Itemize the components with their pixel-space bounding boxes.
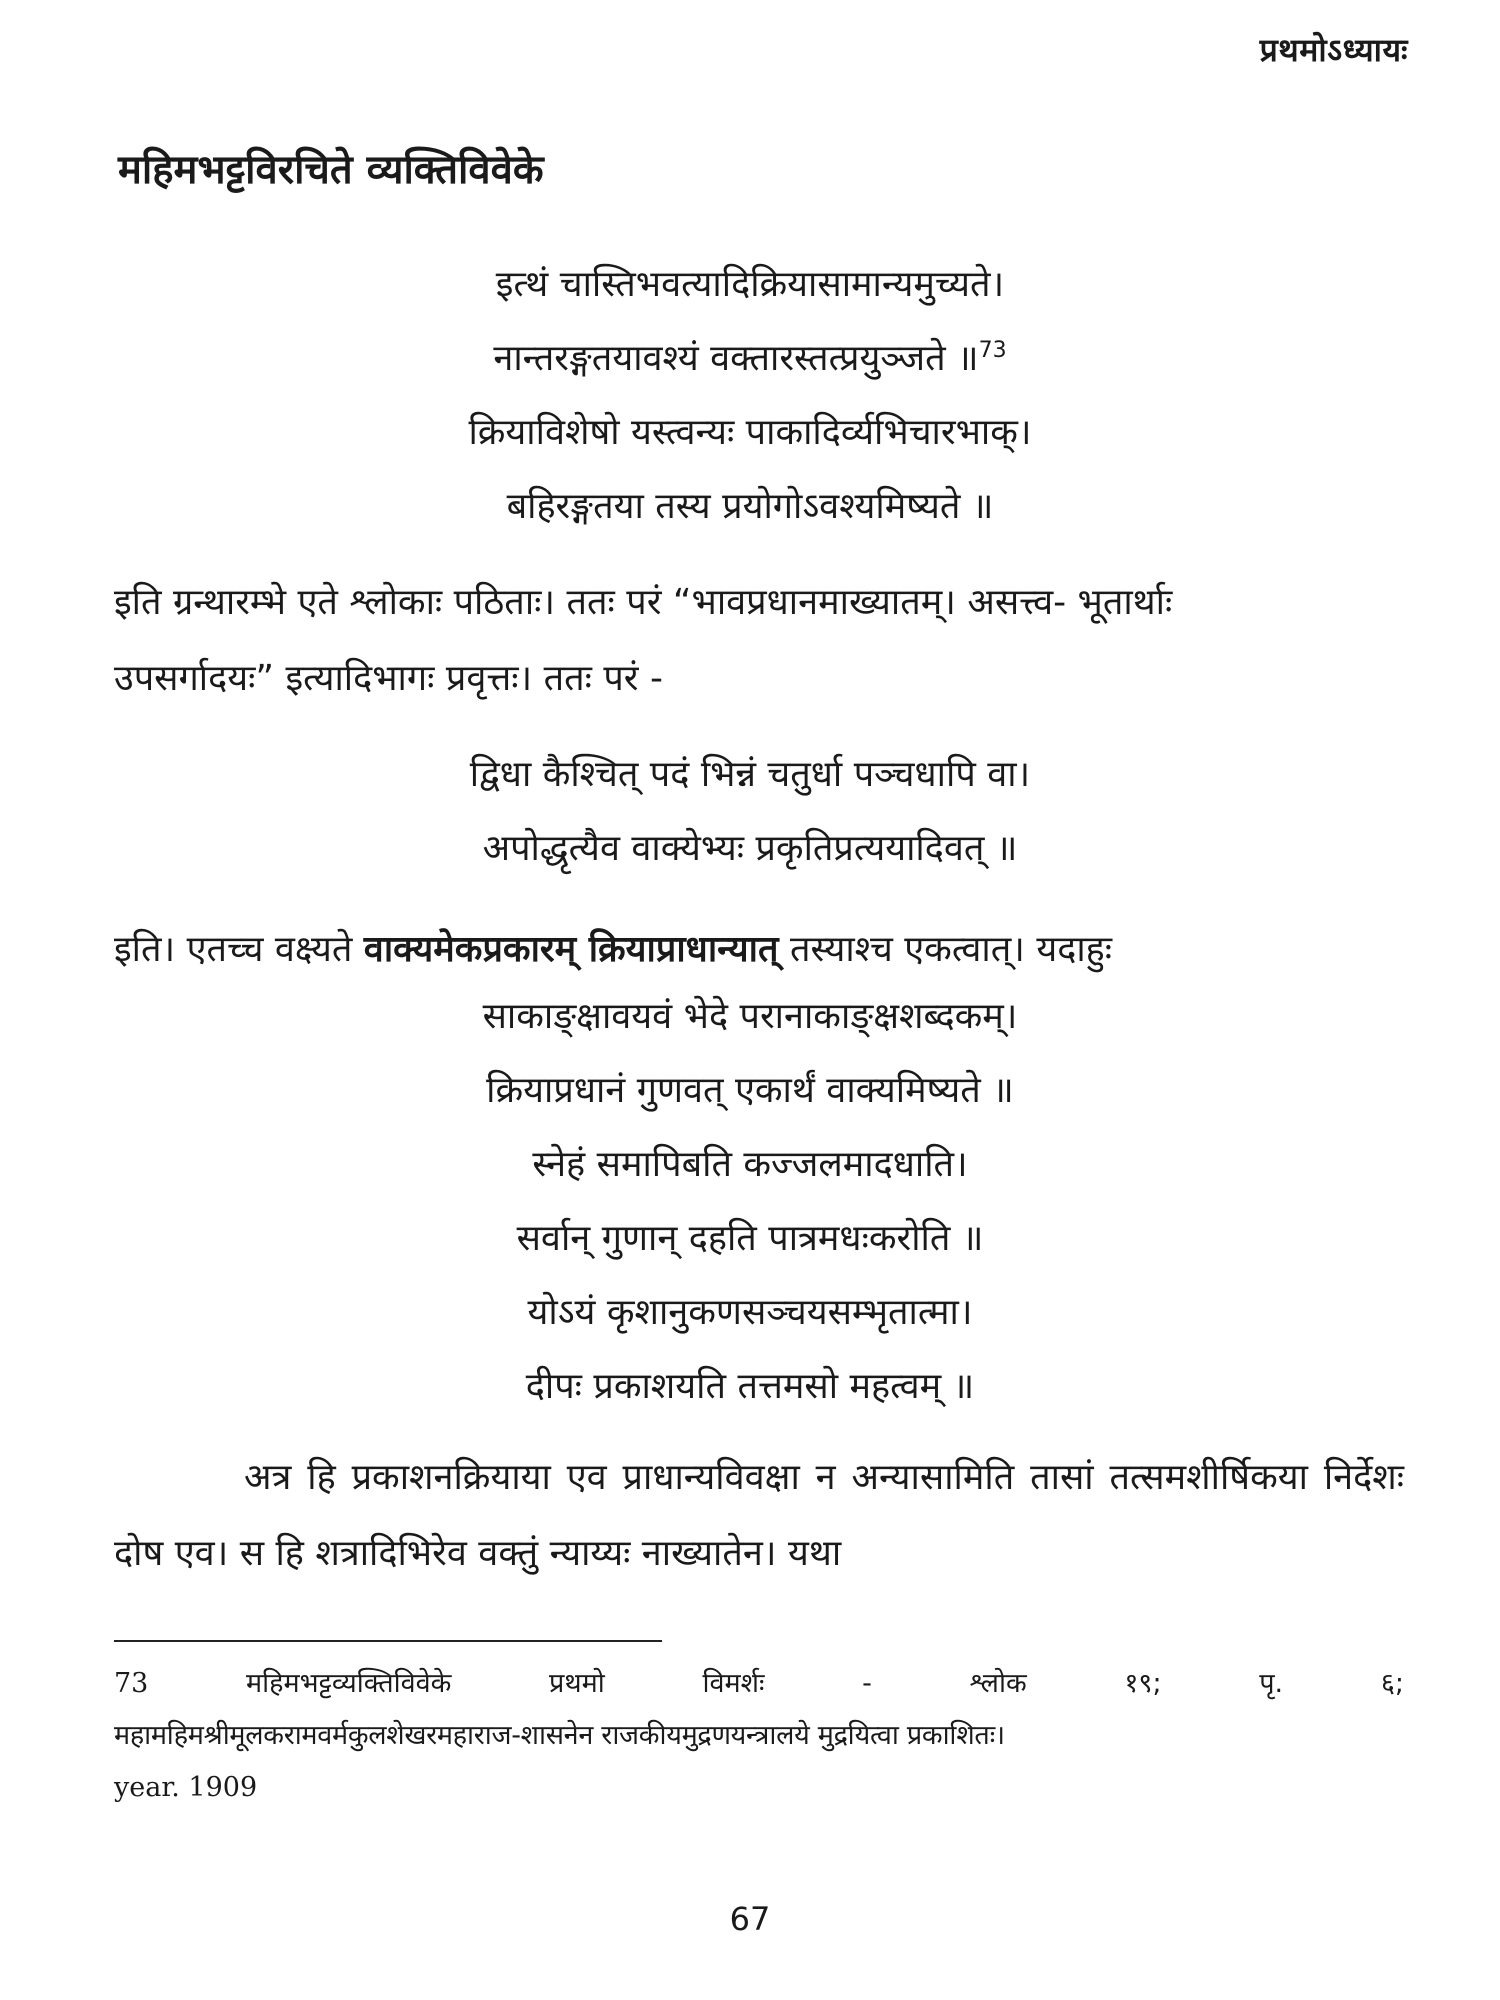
- verse-line: क्रियाविशेषो यस्त्वन्यः पाकादिर्व्यभिचारभाक्।: [468, 412, 1032, 453]
- prose-text: तस्याश्च एकत्वात्। यदाहुः: [778, 929, 1113, 970]
- footnote-word: पृ.: [1259, 1668, 1284, 1699]
- footnote-marker: 73: [978, 338, 1007, 363]
- verse-line: द्विधा कैश्चित् पदं भिन्नं चतुर्धा पञ्चधापि वा।: [469, 754, 1031, 795]
- verse-line: क्रियाप्रधानं गुणवत् एकार्थं वाक्यमिष्यते ॥: [486, 1070, 1014, 1111]
- verse-line: स्नेहं समापिबति कज्जलमादधाति।: [532, 1144, 968, 1185]
- verse-block-1: [0, 248, 1500, 544]
- prose-paragraph-1: [114, 565, 1404, 717]
- verse-line: दीपः प्रकाशयति तत्तमसो महत्वम् ॥: [525, 1366, 975, 1407]
- verse-line: अपोद्धृत्यैव वाक्येभ्यः प्रकृतिप्रत्ययादिवत् ॥: [482, 828, 1018, 869]
- footnote-word: -: [862, 1668, 872, 1699]
- prose-paragraph-3: [114, 1440, 1404, 1592]
- footnote-word: महिमभट्टव्यक्तिविवेके: [246, 1668, 452, 1699]
- section-title: महिमभट्टविरचिते व्यक्तिविवेके: [118, 147, 544, 193]
- prose-line: उपसर्गादयः” इत्यादिभागः प्रवृत्तः। ततः परं -: [114, 658, 663, 699]
- verse-line: साकाङ्क्षावयवं भेदे परानाकाङ्क्षशब्दकम्।: [482, 996, 1018, 1037]
- footnote-word: १९;: [1124, 1668, 1162, 1699]
- footnote-word: विमर्शः: [702, 1668, 765, 1699]
- footnote-word: प्रथमो: [549, 1668, 605, 1699]
- footnote-line: [114, 1658, 1404, 1710]
- prose-text: अत्र हि प्रकाशनक्रियाया एव प्राधान्यविवक्षा न अन्यासामिति तासां तत्समशीर्षिकया निर्देशः दोष एव। स हि शत्रादिभिरेव वक्तुं न्याय्यः नाख्यातेन। यथा: [114, 1457, 1404, 1574]
- verse-line: सर्वान् गुणान् दहति पात्रमधःकरोति ॥: [516, 1218, 984, 1259]
- footnote-word: ६;: [1380, 1668, 1404, 1699]
- footnote-year: year. 1909: [114, 1772, 258, 1803]
- verse-line: इत्थं चास्तिभवत्यादिक्रियासामान्यमुच्यते।: [495, 264, 1005, 305]
- verse-line: नान्तरङ्गतयावश्यं वक्तारस्तत्प्रयुञ्जते ॥$^{73}$: [493, 338, 1007, 379]
- prose-text: इति। एतच्च वक्ष्यते: [114, 929, 364, 970]
- footnote-rule: [114, 1640, 662, 1642]
- verse-block-3: [0, 980, 1500, 1424]
- prose-paragraph-2: [114, 912, 1404, 988]
- verse-line: बहिरङ्गतया तस्य प्रयोगोऽवश्यमिष्यते ॥: [506, 486, 994, 527]
- footnote-word: श्लोक: [969, 1668, 1027, 1699]
- running-head: प्रथमोऽध्यायः: [1259, 31, 1408, 69]
- page-number: 67: [729, 1900, 771, 1938]
- verse-block-2: [0, 738, 1500, 886]
- bold-phrase: वाक्यमेकप्रकारम् क्रियाप्राधान्यात्: [363, 929, 779, 970]
- footnote-line: महामहिमश्रीमूलकरामवर्मकुलशेखरमहाराज-शासनेन राजकीयमुद्रणयन्त्रालये मुद्रयित्वा प्रकाशितः।: [114, 1720, 1005, 1751]
- footnote: [114, 1658, 1404, 1814]
- footnote-number: 73: [114, 1668, 149, 1699]
- prose-line: इति ग्रन्थारम्भे एते श्लोकाः पठिताः। ततः परं “भावप्रधानमाख्यातम्। असत्त्व- भूतार्थाः: [114, 582, 1173, 623]
- verse-line: योऽयं कृशानुकणसञ्चयसम्भृतात्मा।: [527, 1292, 973, 1333]
